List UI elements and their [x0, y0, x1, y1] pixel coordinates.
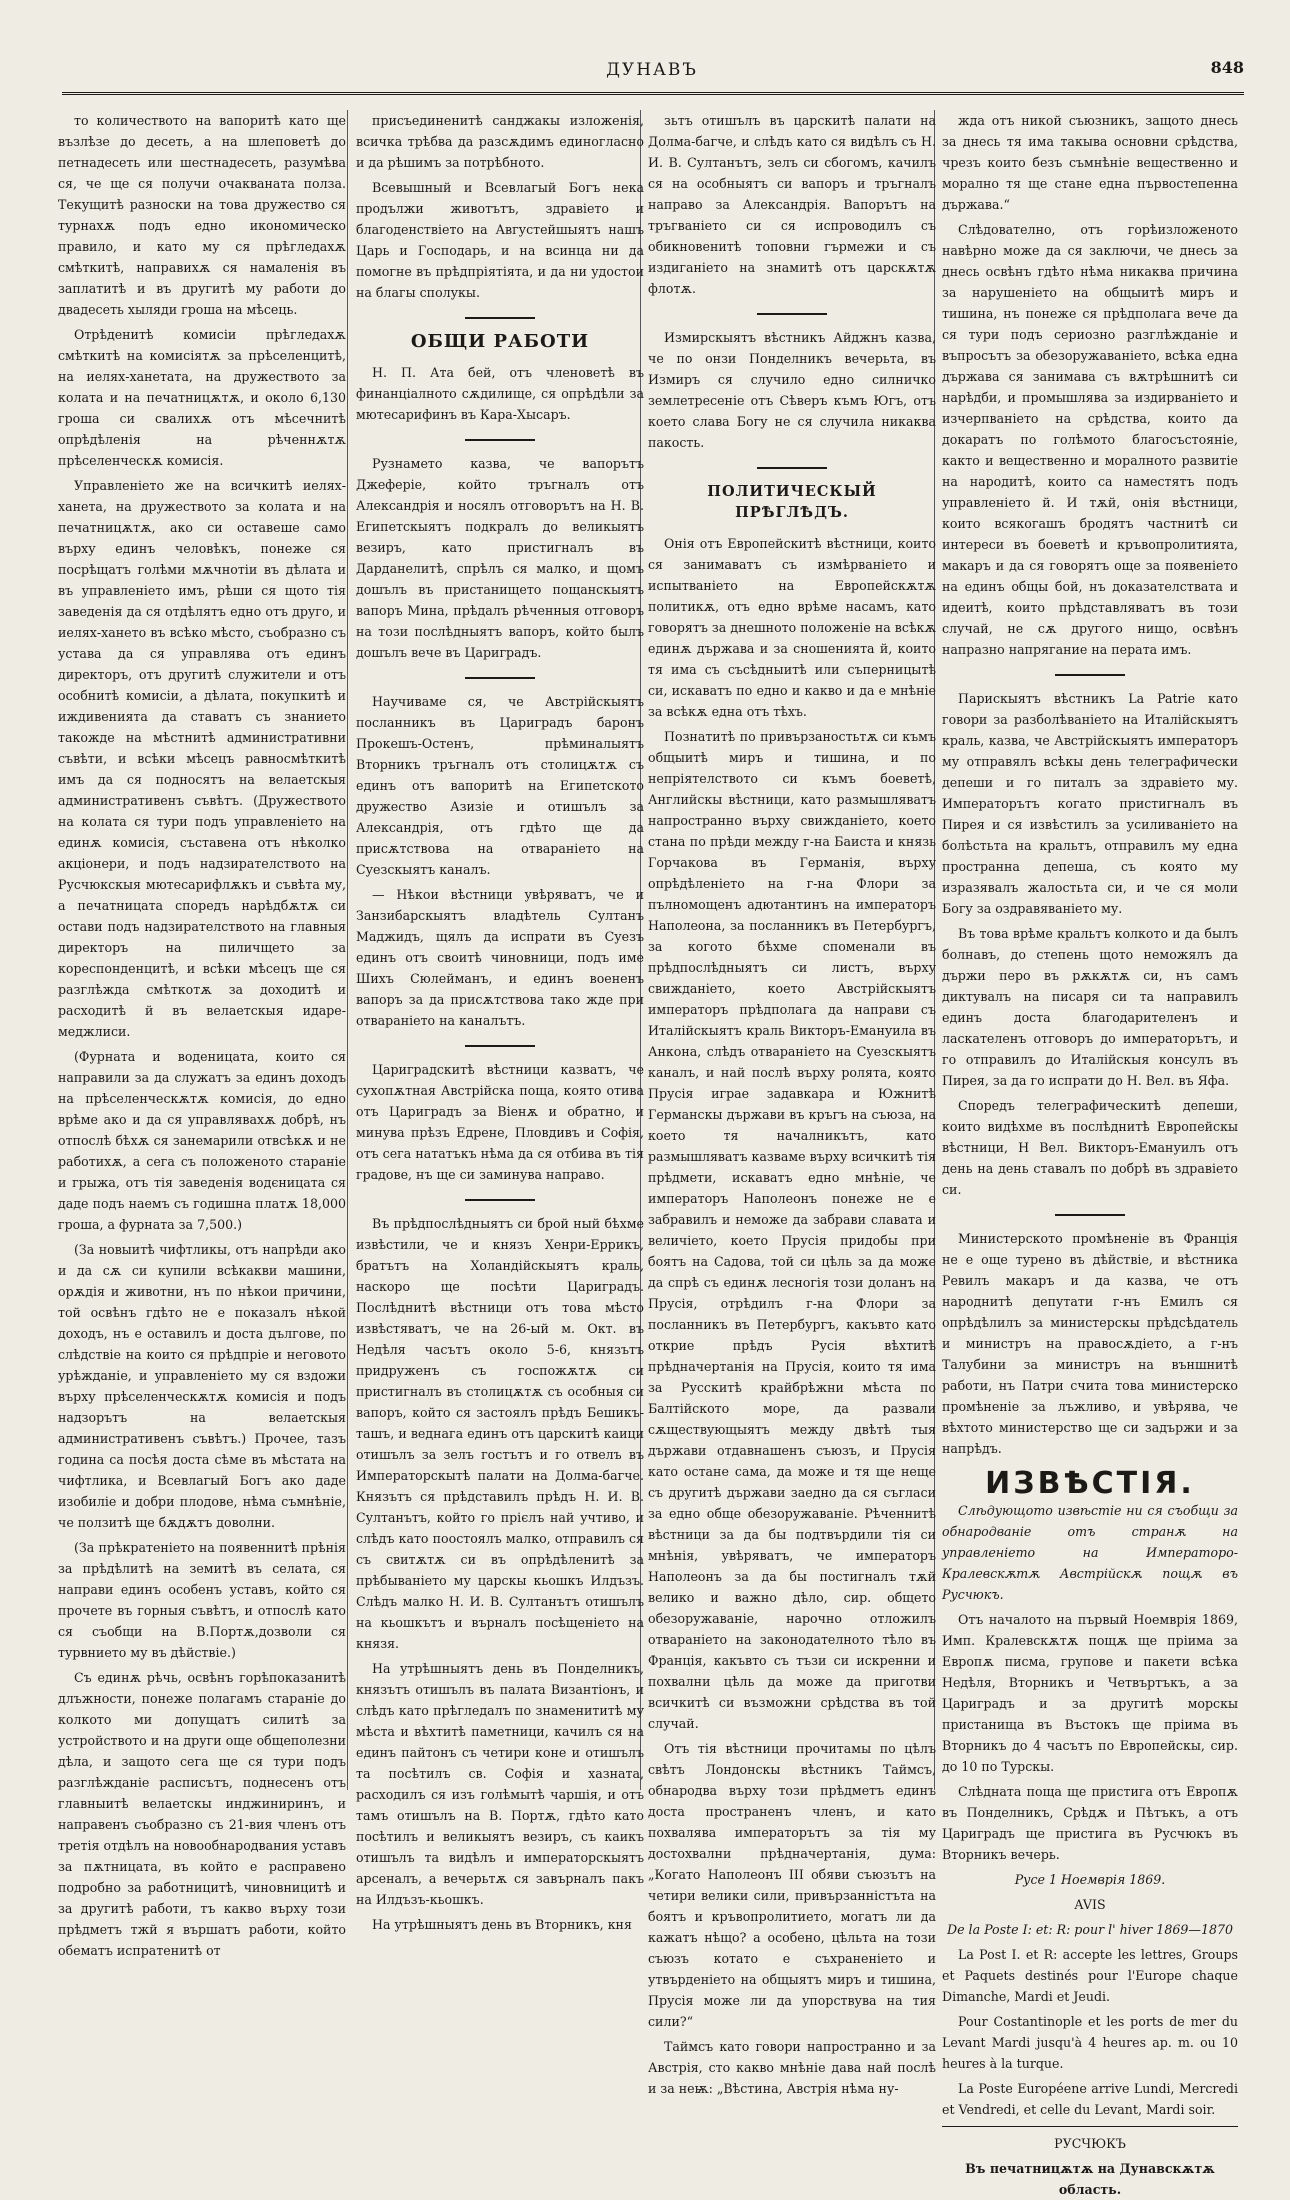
paragraph: На утрѣшныятъ день въ Вторникъ, кня [372, 1917, 632, 1932]
announcements-title: ИЗВѢСТІЯ. [985, 1466, 1195, 1501]
paragraph: Въ прѣдпослѣдныятъ си брой ный бѣхме извѣстили, че и князъ Хенри-Еррикъ, братътъ на Холандійскыятъ краль, наскоро ще посѣти Цариградъ. Послѣднитѣ вѣстници отъ това мѣсто извѣстяватъ, че на 26-ый м. Окт. въ Недѣля часътъ около 5-6, князътъ придруженъ съ госпожѫтѫ си пристигналъ въ столицѫтѫ съ особныя си вапоръ, който ся застоялъ прѣдъ Бешикъ-ташъ, и веднага единъ отъ царскитѣ каици отишълъ за зелъ гостътъ и го отвелъ въ Императорскытѣ палати на Долма-багче. Князътъ ся прѣдставилъ прѣдъ Н. И. В. Султанътъ, който го прієлъ най учтиво, и слѣдъ като поостоялъ малко, отправилъ ся съ свитѫтѫ си въ опрѣдѣленитѣ за прѣбываніето му царскы кьошкъ Илдъзъ. Слѣдъ малко Н. И. В. Султанътъ отишълъ на кьошкътъ и върналъ посѣщеніето на князя. [356, 1216, 644, 1651]
column-2 [356, 110, 644, 1932]
paragraph: жда отъ никой съюзникъ, защото днесь за днесь тя има такыва основни срѣдства, чрезъ които безъ съмнѣніе вещественно и морално тя ще стане една първостепенна държава.“ [942, 113, 1238, 212]
avis-subtitle: De la Poste I: et: R: pour l' hiver 1869—1870 [946, 1922, 1234, 1937]
page-header [60, 58, 1244, 88]
paragraph: La Poste Européene arrive Lundi, Mercredi et Vendredi, et celle du Levant, Mardi soir. [942, 2081, 1238, 2117]
paragraph: Слѣдующото извѣстіе ни ся съобщи за обнародваніе отъ странѫ на управленіето на Императоро-Кралевскѫтѫ Австрійскѫ пощѫ въ Русчюкъ. [942, 1503, 1238, 1602]
newspaper-title: ДУНАВЪ [606, 60, 698, 80]
paragraph: Съ единѫ рѣчь, освѣнъ горѣпоказанитѣ длъжности, понеже полагамъ стараніе до колкото ми допущатъ силитѣ за устройството и на други още общеполезни дѣла, и защото сега ще ся тури подъ разглѣжданіе расписътъ, поднесенъ отъ главныитѣ велаетскы инджиниринъ, и направенъ съобразно съ 21-вия членъ отъ третія отдѣлъ на новообнародвания уставъ за пѫтницата, въ който е расправено подробно за работницитѣ, чиновницитѣ и за другитѣ работи, тъ какво върху този прѣдметъ тжй я вършатъ работи, който обематъ испратенитѣ от [58, 1670, 346, 1958]
paragraph: (За прѣкратеніето на появеннитѣ прѣнія за прѣдѣлитѣ на земитѣ въ селата, ся направи единъ особенъ уставъ, който ся прочете въ горныя съвѣтъ, и отпослѣ като ся съобщи на В.Портѫ,дозволи ся турвнието му въ дѣйствіе.) [58, 1540, 346, 1660]
paragraph: Въ това врѣме кральтъ колкото и да былъ болнавъ, до степень щото неможялъ да държи перо въ рѫкѫтѫ си, нъ самъ диктувалъ на писаря си та направилъ единъ доста благодарителенъ и ласкателенъ отговоръ до императорътъ, и го отправилъ до Италійскыя консулъ въ Пирея, за да го испрати до Н. Вел. въ Яфа. [942, 926, 1238, 1088]
section-separator [465, 1199, 535, 1201]
paragraph: Слѣдователно, отъ горѣизложеното навѣрно може да ся заключи, че днесь за днесь освѣнъ гдѣто нѣма никаква причина за нарушеніето на общыитѣ миръ и тишина, нъ понеже ся прѣдполага вече да ся тури подъ сериозно разглѣжданіе и въпросътъ за обезоружаваніето, всѣка една държава ся занимава съ вѫтрѣшнитѣ си нарѣдби, и промышлява за издирваніето и изчерпваніето на срѣдства, които да докаратъ по голѣмото благосъстояніе, както и вещественно и моралното развитіе на народитѣ, които са наместятъ подъ управленіето й. И тѫй, онія вѣстници, които всякогашъ бродятъ частнитѣ си интереси въ боеветѣ и кръвопролитията, макаръ и да ся говорятъ още за появеніето на единъ общы бой, нъ доказателствата и идеитѣ, които прѣдставляватъ въ този случай, не сѫ другого нищо, освѣнъ напразно напрягание на перата имъ. [942, 222, 1238, 657]
column-4 [942, 110, 1238, 2197]
avis-title: AVIS [1074, 1897, 1106, 1912]
paragraph: На утрѣшныятъ день въ Понделникъ, князътъ отишълъ въ палата Византіонъ, и слѣдъ като прѣгледалъ по знаменититѣ му мѣста и вѣхтитѣ паметници, качилъ ся на единъ пайтонъ съ четири коне и отишълъ та посѣтилъ св. Софія и хазната, расходилъ ся изъ голѣмытѣ чаршія, и отъ тамъ отишълъ на В. Портѫ, гдѣто като посѣтилъ и великыятъ везиръ, съ каикъ отишълъ та видѣлъ и императорскыятъ арсеналъ, а вечерьтѫ ся завърналъ пакъ на Илдъзъ-кьошкъ. [356, 1661, 644, 1907]
paragraph: Познатитѣ по привързаностьтѫ си къмъ общыитѣ миръ и тишина, и по непріятелството си къмъ боеветѣ, Английскы вѣстници, като размышляватъ напространно върху свижданіето, което стана по прѣди между г-на Баиста и князь Горчакова въ Германія, върху опрѣдѣленіето на г-на Флори за пълномощенъ адютантинъ на императоръ Наполеона, за посланникъ въ Петербургъ, за когото бѣхме споменали въ прѣдпослѣдныятъ си листъ, върху свижданіето, което Австрійскыятъ императоръ прѣдполага да направи съ Италійскыятъ краль Викторъ-Емануила въ Анкона, слѣдъ отвараніето на Суезскыятъ каналъ, и най послѣ върху ролята, която Прусія играе задавкара и Южнитѣ Германскы държави въ кръгъ на съюза, на което тя началникътъ, като размышляватъ казваме върху всичкитѣ тія прѣдмети, искаватъ едно мнѣніе, че императоръ Наполеонъ понеже не е забравилъ и неможе да забрави славата и величіето, което Прусія придобы при боятъ на Садова, той си цѣль за да може да спрѣ съ единѫ лесногія този доланъ на Прусія, отрѣдилъ г-на Флори за посланникъ въ Петербургъ, какъвто като открие прѣдъ Русія вѣхтитѣ прѣдначертанія на Прусія, които тя има за Русскитѣ крайбрѣжни мѣста по Балтійското море, да развали сѫществующыятъ между двѣтѣ тыя държави отдавнашенъ съюзъ, и Прусія като остане сама, да може и тя ще неще съ другитѣ държави заедно да ся съгласи за едно обще обезоружаваніе. Рѣченнитѣ вѣстници за да бы подтвърдили тія си мнѣнія, увѣряватъ, че императоръ Наполеонъ за да бы постигналъ тѫй велико и важно дѣло, сир. общето обезоружаваніе, нарочно отложилъ отвараніето на законодателното тѣло въ Франція, какъвто съ тъзи си искренни и похвални цѣль да може да приготви всичкитѣ си възможни срѣдства въ той случай. [648, 729, 936, 1731]
paragraph: (За новыитѣ чифтликы, отъ напрѣди ако и да сѫ си купили всѣкакви машини, орѫдія и животни, нъ по нѣкои причини, той освѣнъ гдѣто не е показалъ нѣкой доходъ, нъ е оставилъ и доста дългове, по слѣдствіе на които ся прѣдпріе и неговото урѣжданіе, и управленіето му ся вздожи върху прѣселенческѫтѫ комисія и подъ надзорътъ на велаетскыя административенъ съвѣтъ.) Прочее, тазъ година са посѣя доста сѣме въ мѣстата на чифтлика, и Всевлагый Богъ ако даде изобиліе и добри плодове, нѣма съмнѣніе, че ползитѣ ще бѫдѫтъ доволни. [58, 1242, 346, 1530]
paragraph: Управленіето же на всичкитѣ иелях-ханета, на дружеството за колата и на печатницѫтѫ, ако си оставеше само върху единъ человѣкъ, понеже ся посрѣщатъ голѣми мѫчнотіи въ дѣлата и въ управленіето имъ, рѣши ся щото тія заведенія да ся отдѣлятъ едно отъ друго, и иелях-хането въ всѣко мѣсто, съобразно съ устава да ся управлява отъ единъ директоръ, отъ другитѣ служители и отъ особнитѣ комисіи, а дѣлата, покупкитѣ и иждивенията да ставатъ съ знанието такожде на мѣстнитѣ административни съвѣти, и всѣки мѣсецъ равносмѣткитѣ имъ да ся подносятъ на велаетскыя административенъ съвѣтъ. (Дружеството на колата ся тури подъ управленіето на единѫ комисія, съставена отъ нѣколко акціонери, и подъ надзирателството на Русчюкскыя мютесарифлѫкъ и съвѣта му, а печатницата споредъ нарѣдбѫтѫ си остави подъ надзирателството на главныя директоръ на пиличщето за кореспонденцитѣ, и всѣки мѣсецъ ще ся разглѣжда смѣткотѫ за доходитѣ и расходитѣ й въ велаетскыя идаре-меджлиси. [58, 478, 346, 1039]
imprint-rule [942, 2126, 1238, 2127]
section-title: ПОЛИТИЧЕСКЫЙ ПРѢГЛѢДЪ. [707, 483, 877, 521]
paragraph: Отъ началото на първый Ноемврія 1869, Имп. Кралевскѫтѫ пощѫ ще пріима за Европѫ писма, групове и пакети всѣка Недѣля, Вторникъ и Четвъртъкъ, а за Цариградъ и за другитѣ морскы пристанища въ Въстокъ ще пріима въ Вторникъ до 4 часътъ по Европейскы, сир. до 10 по Турскы. [942, 1612, 1238, 1774]
section-separator [1055, 1214, 1125, 1216]
paragraph: Цариградскитѣ вѣстници казватъ, че сухопѫтная Австрійска поща, която отива отъ Цариградъ за Віенѫ и обратно, и минува прѣзъ Едрене, Пловдивъ и Софія, отъ сега нататъкъ нѣма да ся отбива въ тія градове, нъ ще си заминува направо. [356, 1062, 644, 1182]
section-separator [1055, 674, 1125, 676]
paragraph: Таймсъ като говори напространно и за Австрія, сто какво мнѣніе дава най послѣ и за неѭ: „Вѣстина, Австрія нѣма ну- [648, 2039, 936, 2096]
column-1 [58, 110, 346, 1958]
imprint-city: РУСЧЮКЪ [1054, 2136, 1126, 2151]
section-separator [465, 1045, 535, 1047]
paragraph: Н. П. Ата бей, отъ членоветѣ въ финанціалното сѫдилище, ся опрѣдѣли за мютесарифинъ въ Кара-Хысаръ. [356, 365, 644, 422]
section-separator [465, 677, 535, 679]
paragraph: La Post I. et R: accepte les lettres, Groups et Paquets destinés pour l'Europe chaque Dimanche, Mardi et Jeudi. [942, 1947, 1238, 2004]
section-title: ОБЩИ РАБОТИ [410, 331, 590, 352]
header-rule [62, 92, 1244, 95]
paragraph: присъединенитѣ санджакы изложенія, всичка трѣбва да разсѫдимъ единогласно и да рѣшимъ за потрѣбното. [356, 113, 644, 170]
dateline: Русе 1 Ноемврія 1869. [1014, 1872, 1166, 1887]
paragraph: Всевышный и Всевлагый Богъ нека продължи животътъ, здравіето и благоденствіето на Августейшыятъ нашъ Царь и Господарь, и на всинца ни да помогне въ прѣдпріятіята, и да ни удостои на благы сполукы. [356, 180, 644, 300]
paragraph: — Нѣкои вѣстници увѣряватъ, че и Занзибарскыятъ владѣтель Султанъ Маджидъ, щялъ да испрати въ Суезъ единъ отъ своитѣ чиновници, подъ име Шихъ Сюлейманъ, и единъ воененъ вапоръ за да присѫтствова тако жде при отвараніето на каналътъ. [356, 887, 644, 1028]
paragraph: Отрѣденитѣ комисіи прѣгледахѫ смѣткитѣ на комисіятѫ за прѣселенцитѣ, на иелях-ханетата, на дружеството за колата и на печатницѫтѫ, и около 6,130 гроша си свалихѫ отъ мѣсечнитѣ опрѣдѣленія на рѣченнѫтѫ прѣселенческѫ комисія. [58, 327, 346, 468]
paragraph: зьтъ отишълъ въ царскитѣ палати на Долма-багче, и слѣдъ като ся видѣлъ съ Н. И. В. Султанътъ, зелъ си сбогомъ, качилъ ся на особныятъ си вапоръ и тръгналъ направо за Александрія. Вапорътъ на тръгваніето си ся испроводилъ съ обикновенитѣ топовни гърмежи и съ издиганіето на знамитѣ отъ царскѫтѫ флотѫ. [648, 113, 936, 296]
paragraph: (Фурната и воденицата, които ся направили за да служатъ за единъ доходъ на прѣселенческѫтѫ комисія, до едно врѣме ако и да ся управлявахѫ добрѣ, нъ отпослѣ бѣхѫ ся занемарили отвсѣкѫ и не работихѫ, а сега съ положеното стараніе и грыжа, отъ тія заведенія водєницата ся даде подъ наемъ съ годишна платѫ 18,000 гроша, а фурната за 7,500.) [58, 1049, 346, 1232]
section-separator [757, 313, 827, 315]
section-separator [757, 467, 827, 469]
paragraph: Онія отъ Европейскитѣ вѣстници, които ся занимаватъ съ измѣрваніето и испытваніето на Европейскѫтѫ политикѫ, отъ едно врѣме насамъ, като говорятъ за днешното положеніе на всѣкѫ единѫ държава и за сношенията й, които тя има съ съсѣдныитѣ или съперницытѣ си, искаватъ по едно и какво и да е мнѣніе за всѣкѫ една отъ тѣхъ. [648, 536, 936, 719]
section-separator [465, 317, 535, 319]
paragraph: Отъ тія вѣстници прочитамы по цѣлъ свѣтъ Лондонскы вѣстникъ Таймсъ, обнародва върху този прѣдметъ единъ доста пространенъ членъ, и като похвалява императорътъ за тія му достохвални прѣдначертанія, дума: „Когато Наполеонъ III обяви съюзътъ на четири велики сили, привързанністъта на боятъ и кръвопролитието, могатъ ли да кажатъ нѣщо? а особено, цѣльта на този съюзъ котато е съхраненіето и утвърденіето на общыятъ миръ и тишина, Прусія може ли да упорствува на тия сили?“ [648, 1741, 936, 2029]
paragraph: Научиваме ся, че Австрійскыятъ посланникъ въ Цариградъ баронъ Прокешъ-Остенъ, прѣминалыятъ Вторникъ тръгналъ отъ столицѫтѫ съ единъ отъ вапоритѣ на Египетското дружество Азизіе и отишълъ за Александрія, отъ гдѣто ще да присѫтствова на отвараніето на Суезскыятъ каналъ. [356, 694, 644, 877]
paragraph: Рузнамето казва, че вапорътъ Джеферіе, който тръгналъ отъ Александрія и носялъ отговорътъ на Н. В. Египетскыятъ подкралъ до великыятъ везиръ, като пристигналъ въ Дарданелитѣ, спрѣлъ ся малко, и щомъ дошълъ въ пристанището пощанскыятъ вапоръ Мина, прѣдалъ рѣченныя отговоръ на този послѣдныятъ вапоръ, който былъ дошълъ вече въ Цариградъ. [356, 456, 644, 660]
page-number: 848 [1210, 58, 1244, 77]
paragraph: Министерското промѣненіе въ Франція не е още турено въ дѣйствіе, и вѣстника Ревилъ макаръ и да казва, че отъ народнитѣ депутати г-нъ Емилъ ся опрѣдѣлилъ за министерскы прѣдсѣдатель и министръ на правосѫдіето, а г-нъ Талубини за министръ на външнитѣ работи, нъ Патри счита това министерско промѣненіе за лъжливо, и увѣрява, че вѣхтото министерство ще си задържи и за напрѣдъ. [942, 1231, 1238, 1456]
column-divider [347, 110, 348, 1790]
paragraph: Парискыятъ вѣстникъ La Patrie като говори за разболѣваніето на Италійскыятъ краль, казва, че Австрійскыятъ императоръ му отправялъ всѣкы день телеграфически депеши и го питалъ за здравіето му. Императорътъ когато пристигналъ въ Пирея и ся извѣстилъ за усиливаніето на болѣстьта на кральтъ, отправилъ му една пространна депеша, съ която му изразявалъ жалостьта си, и че ся моли Богу за оздравяваніето му. [942, 691, 1238, 916]
section-separator [465, 439, 535, 441]
column-3 [648, 110, 936, 2096]
paragraph: Измирскыятъ вѣстникъ Айджнъ казва, че по онзи Понделникъ вечерьта, въ Измиръ ся случило едно силничко землетресеніе отъ Сѣверъ къмъ Югъ, отъ което слава Богу не ся случила никаква пакость. [648, 330, 936, 450]
paragraph: Споредъ телеграфическитѣ депеши, които видѣхме въ послѣднитѣ Европейскы вѣстници, Н Вел. Викторъ-Емануилъ отъ день на день ставалъ по добрѣ въ здравіето си. [942, 1098, 1238, 1197]
paragraph: Слѣдната поща ще пристига отъ Европѫ въ Понделникъ, Срѣдѫ и Пѣтъкъ, а отъ Цариградъ ще пристига въ Русчюкъ въ Вторникъ вечерь. [942, 1784, 1238, 1862]
paragraph: Pour Costantinople et les ports de mer du Levant Mardi jusqu'à 4 heures ap. m. ou 10 heures à la turque. [942, 2014, 1238, 2071]
paragraph: то количеството на вапоритѣ като ще възлѣзе до десеть, а на шлеповетѣ до петнадесеть или шестнадесеть, разумѣва ся, че ще ся получи очакваната полза. Текущитѣ разноски на това дружество ся турнахѫ подъ едно икономическо правило, и като му ся прѣгледахѫ смѣткитѣ, направихѫ ся намаленія въ заплатитѣ и въ другитѣ му работи до двадесеть хыляди гроша на мѣсець. [58, 113, 346, 317]
imprint-line: Въ печатницѫтѫ на Дунавскѫтѫ область. [965, 2161, 1215, 2197]
